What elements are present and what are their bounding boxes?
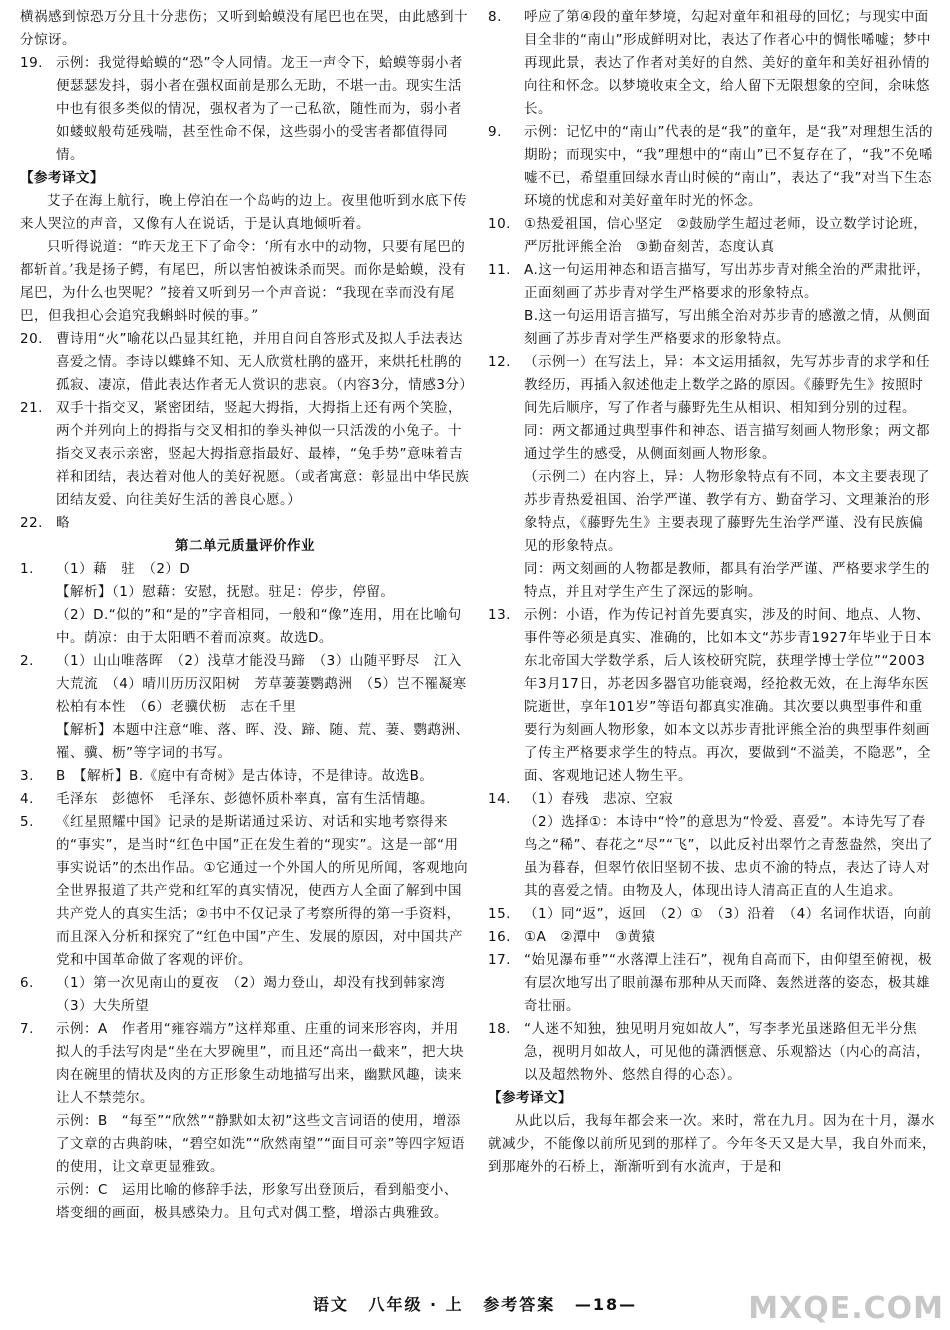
answer-item (20, 765, 470, 788)
answer-item (20, 397, 470, 512)
left-column (20, 6, 481, 1225)
footer-page-number: —18— (574, 1295, 638, 1314)
answer-item (488, 926, 936, 949)
answer-number: 17. (488, 952, 511, 968)
answer-item (20, 811, 470, 972)
answer-text: 双手十指交叉，紧密团结，竖起大拇指，大拇指上还有两个笑脸，两个并列向上的拇指与交叉相扣的拳头神似一只活泼的小兔子。十指交叉表示亲密，竖起大拇指意指最好、最棒，“兔手势”意味着吉祥和团结，表达着对他人的美好祝愿。（或者寓意：彰显出中华民族团结友爱、向往美好生活的善良心愿。） (56, 400, 470, 508)
answer-text: （1）藉 驻 （2）D (56, 561, 191, 577)
answer-text: 示例：小语，作为传记衬首先要真实，涉及的时间、地点、人物、事件等必须是真实、准确的，比如本文“苏步青1927年毕业于日本东北帝国大学数学系，后人该校研究院，获理学博士学位”“2003年3月17日，苏老因多器官功能衰竭，经抢救无效，在上海华东医院逝世，享年101岁”等语句都真实准确。其次要以典型事件和重要行为刻画人物形象，如本文以苏步青批评熊全治的典型事件刻画了传主严格要求学生的特点。再次，要做到“不溢美，不隐恶”，全面、客观地记述人物生平。 (524, 607, 932, 784)
answer-number: 4. (20, 791, 34, 807)
answer-number: 12. (488, 354, 511, 370)
answer-text: 《红星照耀中国》记录的是斯诺通过采访、对话和实地考察得来的“事实”，是当时“红色中国”正在发生着的“现实”。这是一部“用事实说话”的杰出作品。①它通过一个外国人的所见所闻，客观地向全世界报道了共产党和红军的真实情况，使西方人全面了解到中国共产党人的真实生活；②书中不仅记录了考察所得的第一手资料，而且深入分析和探究了“红色中国”产生、发展的原因，对中国共产党和中国革命做了客观的评价。 (56, 814, 469, 968)
answer-item (488, 213, 936, 259)
answer-subtext: B.这一句运用语言描写，写出熊全治对苏步青的感激之情，从侧面刻画了苏步青对学生严格要求的形象特点。 (524, 308, 931, 347)
answer-item (20, 52, 470, 167)
answer-text: A.这一句运用神态和语言描写，写出苏步青对熊全治的严肃批评，正面刻画了苏步青对学生严格要求的形象特点。 (524, 262, 931, 301)
answer-text: （1）山山唯落晖 （2）浅草才能没马蹄 （3）山随平野尽 江入大荒流 （4）晴川历历汉阳树 芳草萋萋鹦鹉洲 （5）岂不罹凝寒 松柏有本性 （6）老骥伏枥 志在千里 (56, 653, 481, 715)
answer-number: 18. (488, 1021, 511, 1037)
answer-text: 示例：A 作者用“雍容端方”这样郑重、庄重的词来形容肉，并用拟人的手法写肉是“坐在大罗碗里”，而且还“高出一截来”，把大块肉在碗里的情状及肉的方正形象生动地描写出来，幽默风趣，读来让人不禁莞尔。 (56, 1021, 464, 1106)
answer-item (20, 512, 470, 535)
answer-text: “始见瀑布垂”“水落潭上洼石”，视角自高而下，由仰望至俯视，极有层次地写出了眼前瀑布那种从天而降、轰然迸落的姿态，极其雄奇壮丽。 (524, 952, 932, 1014)
answer-number: 7. (20, 1021, 34, 1037)
answer-text: “人迷不知独，独见明月宛如故人”，写李孝光虽迷路但无半分焦急，视明月如故人，可见他的潇洒惬意、乐观豁达（内心的高洁，以及超然物外、悠然自得的心态）。 (524, 1021, 930, 1083)
answer-text: 示例：记忆中的“南山”代表的是“我”的童年，是“我”对理想生活的期盼；而现实中，“我”理想中的“南山”已不复存在了，“我”不免唏嘘不已，希望重回绿水青山时候的“南山”，表达了“我”对当下生态环境的忧虑和对美好童年时光的怀念。 (524, 124, 933, 209)
answer-text: ①热爱祖国，信心坚定 ②鼓励学生超过老师，设立数学讨论班，严厉批评熊全治 ③勤奋刻苦，态度认真 (524, 216, 928, 255)
answer-item (488, 121, 936, 213)
answer-text: 呼应了第④段的童年梦境，勾起对童年和祖母的回忆；与现实中面目全非的“南山”形成鲜明对比，表达了作者心中的惆怅唏嘘；梦中再现此景，表达了作者对美好的自然、美好的童年和美好祖孙情的向往和怀念。以梦境收束全文，给人留下无限想象的空间，余味悠长。 (524, 9, 931, 117)
answer-number: 3. (20, 768, 34, 784)
answer-item (488, 351, 936, 420)
answer-text: ①A ②潭中 ③黄猿 (524, 929, 656, 945)
answer-item (20, 650, 481, 719)
answer-subtext: 示例：B “每至”“欣然”“静默如太初”这些文言词语的使用，增添了文章的古典韵味，“碧空如洗”“欣然南望”“面目可亲”等四字短语的使用，让文章更显雅致。 (56, 1113, 465, 1175)
answer-number: 13. (488, 607, 511, 623)
answer-subtext: 同：两文都通过典型事件和神态、语言描写刻画人物形象；两文都通过学生的感受，从侧面刻画人物形象。 (524, 423, 930, 462)
answer-item (20, 328, 474, 397)
answer-text: （1）第一次见南山的夏夜 （2）竭力登山，却没有找到韩家湾 （3）大失所望 (56, 975, 460, 1014)
translation-paragraph: 艾子在海上航行，晚上停泊在一个岛屿的边上。夜里他听到水底下传来人哭泣的声音，又像有人在说话，于是认真地倾听着。 (20, 193, 467, 232)
footer-grade: 八年级 · 上 (368, 1295, 464, 1314)
answer-subtext: 示例：C 运用比喻的修辞手法，形象写出登顶后，看到船变小、塔变细的画面，极具感染力。且句式对偶工整，增添古典雅致。 (56, 1182, 458, 1221)
answer-number: 9. (488, 124, 502, 140)
answer-number: 15. (488, 906, 511, 922)
section-tag: 【参考译文】 (488, 1090, 572, 1106)
answer-text: 示例：我觉得蛤蟆的“恐”令人同情。龙王一声令下，蛤蟆等弱小者便瑟瑟发抖，弱小者在强权面前是那么无助，不堪一击。现实生活中也有很多类似的情况，强权者为了一己私欲，随性而为，弱小者如蝼蚁般苟延残喘，甚至性命不保，这些弱小的受害者都值得同情。 (56, 55, 463, 163)
answer-number: 2. (20, 653, 34, 669)
answer-item (20, 788, 470, 811)
answer-text: （示例一）在写法上，异：本文运用插叙，先写苏步青的求学和任教经历，再插入叙述他走上数学之路的原因。《藤野先生》按照时间先后顺序，写了作者与藤野先生从相识、相知到分别的过程。 (524, 354, 930, 416)
answer-subtext: 同：两文刻画的人物都是教师，都具有治学严谨、严格要求学生的特点，并且对学生产生了深远的影响。 (524, 561, 930, 600)
answer-text: （1）同“返”，返回 （2）① （3）沿着 （4）名词作状语，向前 (524, 906, 932, 922)
answer-item (488, 259, 936, 305)
answer-number: 22. (20, 515, 43, 531)
translation-paragraph: 只听得说道：“昨天龙王下了命令：‘所有水中的动物，只要有尾巴的都斩首。’我是扬子鳄，有尾巴，所以害怕被诛杀而哭。而你是蛤蟆，没有尾巴，为什么也哭呢？”接着又听到另一个声音说：“我现在幸而没有尾巴，但我担心会追究我蝌蚪时候的事。” (20, 239, 467, 324)
answer-subtext: 【解析】（1）慰藉：安慰，抚慰。驻足：停步，停留。 (56, 584, 395, 600)
answer-item (488, 604, 936, 788)
answer-item (488, 903, 936, 926)
section-heading: 第二单元质量评价作业 (175, 538, 315, 554)
answer-text: 曹诗用“火”喻花以凸显其红艳，并用自问自答形式及拟人手法表达喜爱之情。李诗以蝶蜂不知、无人欣赏杜鹃的盛开，来烘托杜鹃的孤寂、凄凉，借此表达作者无人赏识的悲哀。（内容3分，情感3分） (56, 331, 474, 393)
answer-item (488, 788, 936, 811)
footer-subject: 语文 (312, 1295, 349, 1314)
answer-subtext: （2）选择①：本诗中“怜”的意思为“怜爱、喜爱”。本诗先写了春鸟之“稀”、春花之“尽”“飞”，以此反衬出翠竹之青葱盎然，突出了虽为暮春，但翠竹依旧坚韧不拔、忠贞不渝的特点，表达了诗人对其的喜爱之情。由物及人，体现出诗人清高正直的人生追求。 (524, 814, 933, 899)
answer-item (488, 6, 936, 121)
answer-number: 5. (20, 814, 34, 830)
section-tag: 【参考译文】 (20, 170, 104, 186)
answer-subtext: 【解析】本题中注意“唯、落、晖、没、蹄、随、荒、萋、鹦鹉洲、罹、骥、枥”等字词的书写。 (56, 722, 470, 761)
right-column (488, 6, 936, 1179)
answer-item (488, 949, 936, 1018)
answer-number: 16. (488, 929, 511, 945)
answer-number: 14. (488, 791, 511, 807)
answer-text: 横祸感到惊恐万分且十分悲伤；又听到蛤蟆没有尾巴也在哭，由此感到十分惊讶。 (20, 9, 468, 48)
answer-number: 6. (20, 975, 34, 991)
answer-item (20, 558, 470, 581)
answer-number: 20. (20, 331, 43, 347)
answer-subtext: （2）D.“似的”和“是的”字音相同，一般和“像”连用，用在比喻句中。荫凉：由于太阳晒不着而凉爽。故选D。 (56, 607, 462, 646)
answer-text: 毛泽东 彭德怀 毛泽东、彭德怀质朴率真，富有生活情趣。 (56, 791, 434, 807)
answer-number: 10. (488, 216, 511, 232)
answer-number: 11. (488, 262, 511, 278)
footer-label: 参考答案 (483, 1295, 556, 1314)
answer-item (488, 1018, 936, 1087)
answer-text: 略 (56, 515, 70, 531)
answer-subtext: （示例二）在内容上，异：人物形象特点有不同，本文主要表现了苏步青热爱祖国、治学严谨、教学有方、勤奋学习、文理兼治的形象特点，《藤野先生》主要表现了藤野先生治学严谨、没有民族偏见的形象特点。 (524, 469, 930, 554)
answer-number: 1. (20, 561, 34, 577)
answer-number: 21. (20, 400, 43, 416)
answer-item (20, 972, 470, 1018)
answer-text: B 【解析】B.《庭中有奇树》是古体诗，不是律诗。故选B。 (56, 768, 434, 784)
answer-text: （1）春残 悲凉、空寂 (524, 791, 674, 807)
site-watermark: MXQE.COM (748, 1291, 944, 1326)
answer-number: 19. (20, 55, 43, 71)
answer-number: 8. (488, 9, 502, 25)
translation-paragraph: 从此以后，我每年都会来一次。来时，常在九月。因为在十月，瀑水就减少，不能像以前所见到的那样了。今年冬天又是大旱，我自外而来，到那庵外的石桥上，渐渐听到有水流声，于是和 (488, 1113, 936, 1175)
answer-item (20, 1018, 470, 1110)
